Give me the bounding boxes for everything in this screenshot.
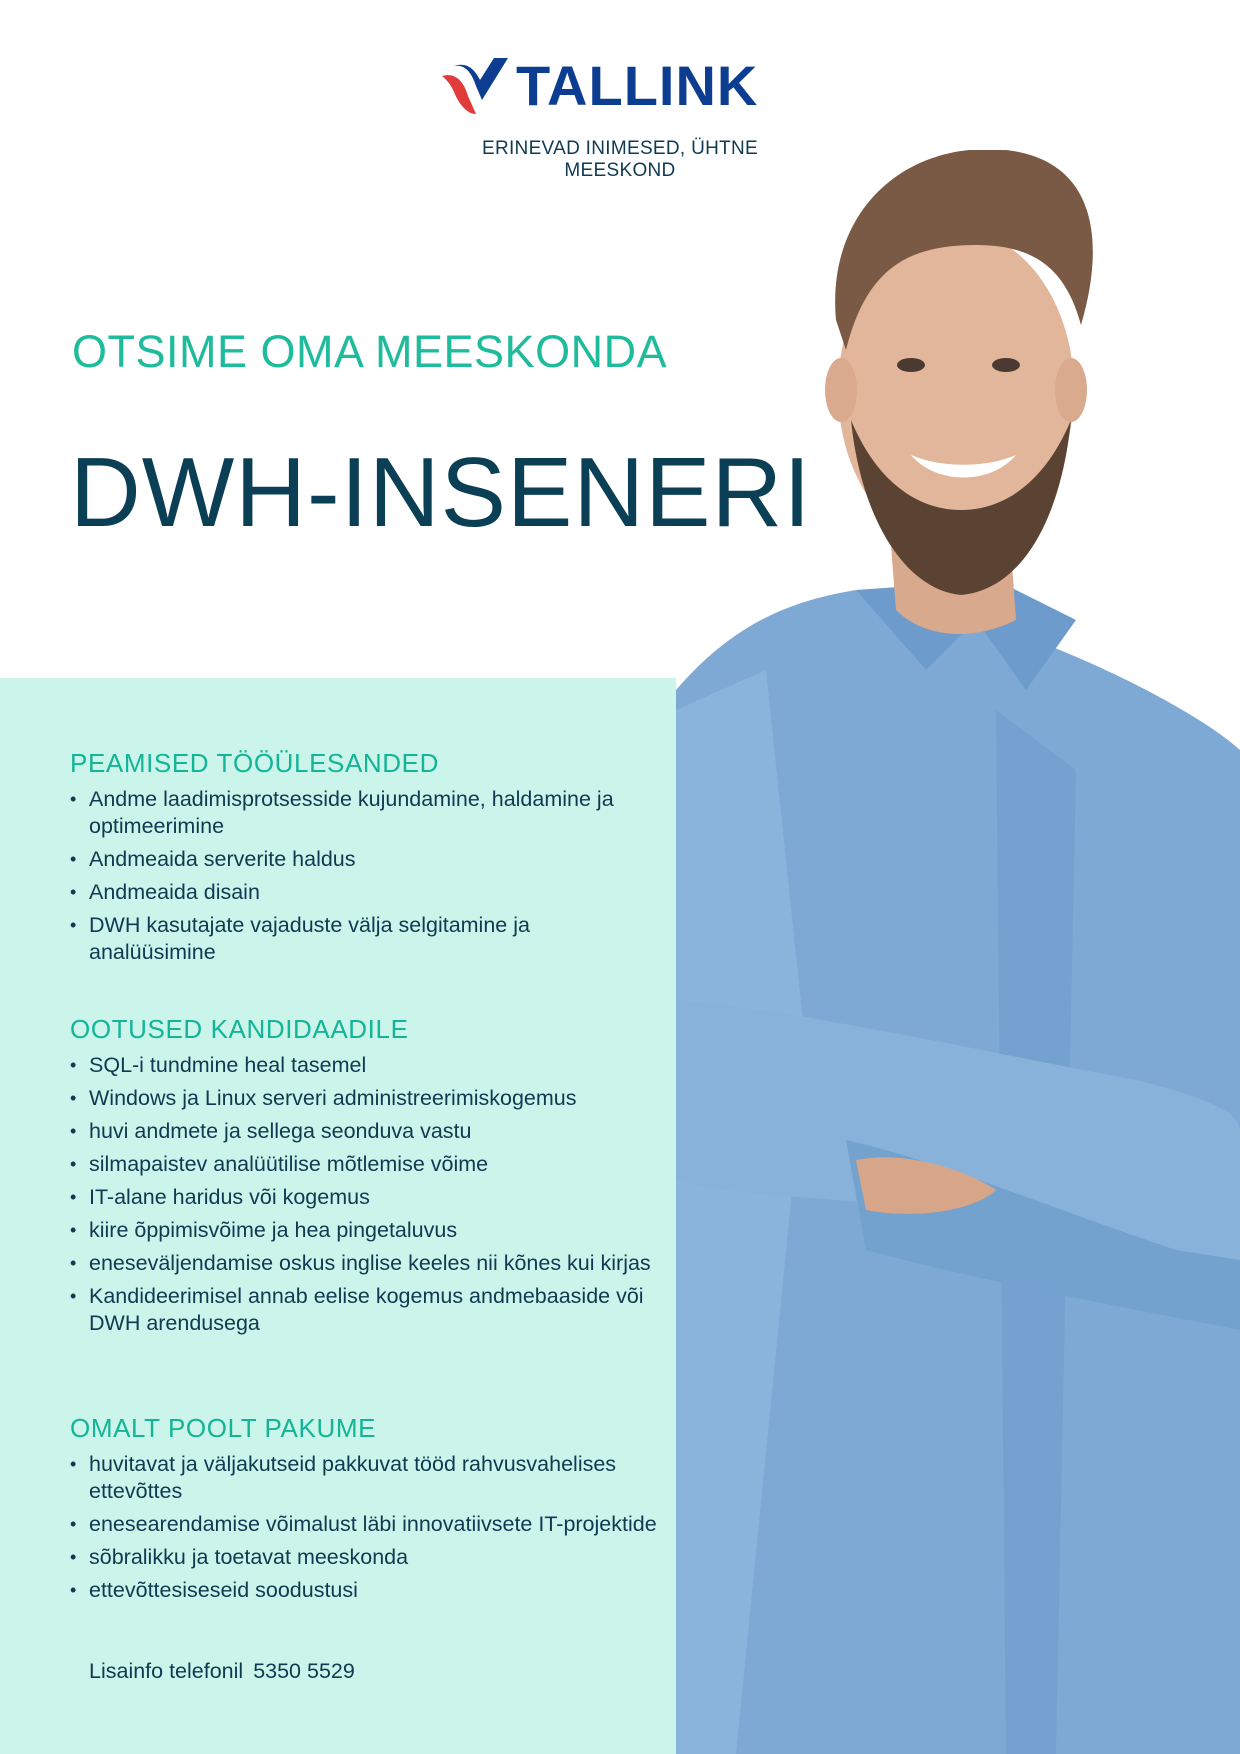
list-item: • silmapaistev analüütilise mõtlemise võime (70, 1151, 660, 1178)
section-title: PEAMISED TÖÖÜLESANDED (70, 748, 439, 778)
list-item: • eneseväljendamise oskus inglise keeles nii kõnes kui kirjas (70, 1250, 660, 1277)
list-item: • IT-alane haridus või kogemus (70, 1184, 660, 1211)
brand-tagline: ERINEVAD INIMESED, ÜHTNE MEESKOND (481, 138, 759, 181)
list-item: • ettevõttesiseseid soodustusi (70, 1577, 660, 1604)
section-duties (70, 748, 660, 972)
list-item: • Kandideerimisel annab eelise kogemus andmebaaside või DWH arendusega (70, 1283, 660, 1337)
section-title: OOTUSED KANDIDAADILE (70, 1014, 409, 1044)
person-photo (676, 150, 1240, 1754)
contact-line (89, 1659, 355, 1684)
list-item: • DWH kasutajate vajaduste välja selgitamine ja analüüsimine (70, 912, 660, 966)
list-item: • Windows ja Linux serveri administreerimiskogemus (70, 1085, 660, 1112)
tallink-wave-icon (438, 52, 512, 118)
contact-label: Lisainfo telefonil (89, 1659, 244, 1683)
list-item: • huvi andmete ja sellega seonduva vastu (70, 1118, 660, 1145)
list-item: • Andmeaida disain (70, 879, 660, 906)
list-item: • SQL-i tundmine heal tasemel (70, 1052, 660, 1079)
brand-name: TALLINK (516, 54, 759, 117)
list-item: • enesearendamise võimalust läbi innovatiivsete IT-projektide (70, 1511, 660, 1538)
list-item: • Andmeaida serverite haldus (70, 846, 660, 873)
list-item: • kiire õppimisvõime ja hea pingetaluvus (70, 1217, 660, 1244)
list-item: • sõbralikku ja toetavat meeskonda (70, 1544, 660, 1571)
list-item: • Andme laadimisprotsesside kujundamine, haldamine ja optimeerimine (70, 786, 660, 840)
hero-subheading: OTSIME OMA MEESKONDA (72, 326, 668, 377)
list-item: • huvitavat ja väljakutseid pakkuvat tööd rahvusvahelises ettevõttes (70, 1451, 660, 1505)
section-expectations (70, 1014, 660, 1343)
section-offer (70, 1413, 660, 1610)
contact-phone[interactable]: 5350 5529 (253, 1659, 355, 1683)
job-title: DWH-INSENERI (70, 437, 812, 547)
section-title: OMALT POOLT PAKUME (70, 1413, 377, 1443)
tallink-logo (438, 52, 800, 118)
